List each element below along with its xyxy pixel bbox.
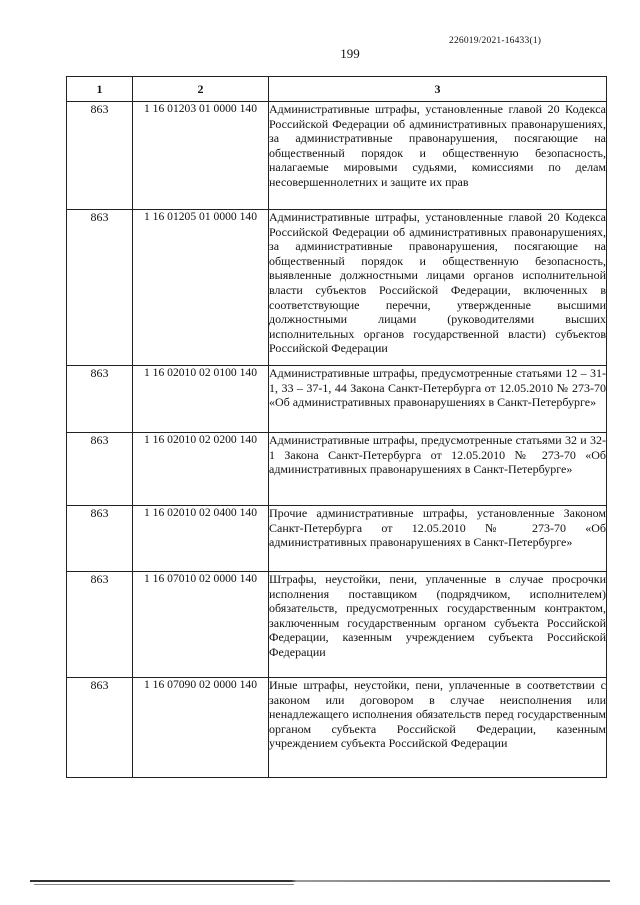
page-number: 199 xyxy=(340,46,360,61)
income-code-cell: 1 16 07010 02 0000 140 xyxy=(133,572,269,678)
admin-code-cell: 863 xyxy=(67,506,133,572)
table-row xyxy=(67,366,607,433)
table-row xyxy=(67,678,607,778)
budget-codes-table xyxy=(66,76,607,778)
income-code-cell: 1 16 02010 02 0200 140 xyxy=(133,433,269,506)
description-cell: Административные штрафы, предусмотренные статьями 32 и 32-1 Закона Санкт-Петербурга от 12.05.2010 № 273-70 «Об административных правонарушениях в Санкт-Петербурге» xyxy=(269,433,607,506)
table-row xyxy=(67,210,607,366)
income-code-cell: 1 16 02010 02 0400 140 xyxy=(133,506,269,572)
column-header-3: 3 xyxy=(269,77,607,102)
admin-code-cell: 863 xyxy=(67,572,133,678)
description-cell: Прочие административные штрафы, установленные Законом Санкт-Петербурга от 12.05.2010 № 273-70 «Об административных правонарушениях в Санкт-Петербурге» xyxy=(269,506,607,572)
description-cell: Иные штрафы, неустойки, пени, уплаченные в соответствии с законом или договором в случае неисполнения или ненадлежащего исполнения обязательств перед государственным органом субъекта Российской Федерации, казенным учреждением субъекта Российской Федерации xyxy=(269,678,607,778)
income-code-cell: 1 16 01203 01 0000 140 xyxy=(133,102,269,210)
admin-code-cell: 863 xyxy=(67,678,133,778)
income-code-cell: 1 16 07090 02 0000 140 xyxy=(133,678,269,778)
description-cell: Административные штрафы, установленные главой 20 Кодекса Российской Федерации об административных правонарушениях, за административные правонарушения, посягающие на общественный порядок и общественную безопасность, выявленные должностными лицами органов исполнительной власти субъектов Российской Федерации, включенных в соответствующие перечни, утвержденные высшими должностными лицами (руководителями высших исполнительных органов государственной власти) субъектов Российской Федерации xyxy=(269,210,607,366)
income-code-cell: 1 16 02010 02 0100 140 xyxy=(133,366,269,433)
admin-code-cell: 863 xyxy=(67,366,133,433)
admin-code-cell: 863 xyxy=(67,102,133,210)
income-code-cell: 1 16 01205 01 0000 140 xyxy=(133,210,269,366)
table-header-row xyxy=(67,77,607,102)
description-cell: Штрафы, неустойки, пени, уплаченные в случае просрочки исполнения поставщиком (подрядчиком, исполнителем) обязательств, предусмотренных государственным контрактом, заключенным государственным органом субъекта Российской Федерации, казенным учреждением субъекта Российской Федерации xyxy=(269,572,607,678)
admin-code-cell: 863 xyxy=(67,210,133,366)
table-row xyxy=(67,506,607,572)
scan-artifact-line xyxy=(30,880,610,882)
description-cell: Административные штрафы, установленные главой 20 Кодекса Российской Федерации об административных правонарушениях, за административные правонарушения, посягающие на общественный порядок и общественную безопасность, налагаемые мировыми судьями, комиссиями по делам несовершеннолетних и защите их прав xyxy=(269,102,607,210)
column-header-1: 1 xyxy=(67,77,133,102)
column-header-2: 2 xyxy=(133,77,269,102)
table-row xyxy=(67,572,607,678)
table-row xyxy=(67,433,607,506)
scan-artifact-line xyxy=(34,884,294,885)
admin-code-cell: 863 xyxy=(67,433,133,506)
document-reference-number: 226019/2021-16433(1) xyxy=(449,36,542,46)
table-row xyxy=(67,102,607,210)
description-cell: Административные штрафы, предусмотренные статьями 12 – 31-1, 33 – 37-1, 44 Закона Санкт-Петербурга от 12.05.2010 № 273-70 «Об административных правонарушениях в Санкт-Петербурге» xyxy=(269,366,607,433)
